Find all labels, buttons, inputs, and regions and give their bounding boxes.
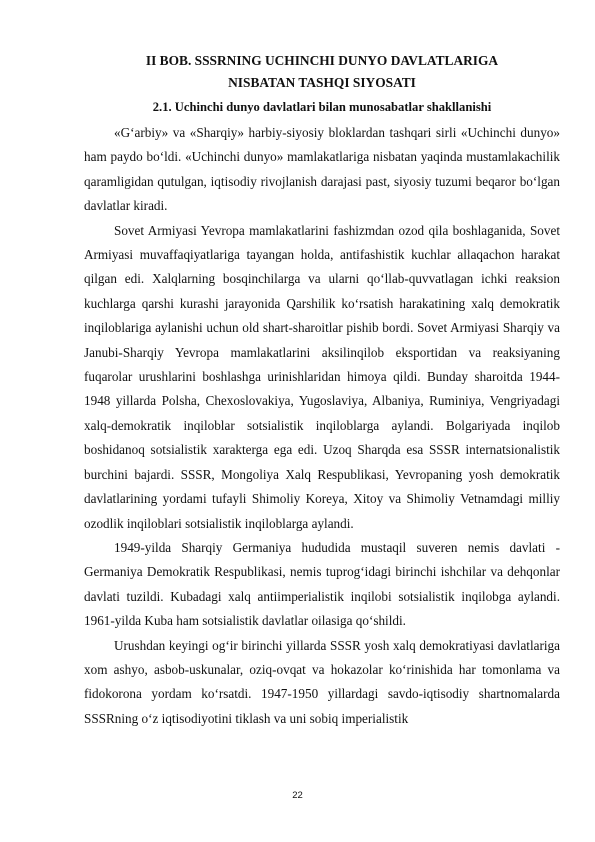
chapter-title-line-2: NISBATAN TASHQI SIYOSATI [228, 75, 416, 90]
section-title: 2.1. Uchinchi dunyo davlatlari bilan munosabatlar shakllanishi [152, 100, 492, 114]
chapter-title [84, 50, 560, 94]
page-number: 22 [292, 790, 303, 801]
paragraph: Urushdan keyingi og‘ir birinchi yillarda SSSR yosh xalq demokratiyasi davlatlariga xom ashyo, asbob-uskunalar, oziq-ovqat va hokazolar ko‘rinishida har tomonlama va fidokorona yordam ko‘rsatdi. 1947-1950 yillardagi savdo-iqtisodiy shartnomalarda SSSRning o‘z iqtisodiyotini tiklash va uni sobiq imperialistik [84, 637, 560, 726]
paragraph: Sovet Armiyasi Yevropa mamlakatlarini fashizmdan ozod qila boshlaganida, Sovet Armiyasi muvaffaqiyatlariga tayangan holda, antifashistik kuchlar allaqachon harakat qilgan edi. Xalqlarning bosqinchilarga va ularni qo‘llab-quvvatlagan ichki reaksion kuchlarga qarshi kurashi jarayonida Qarshilik ko‘rsatish harakatining xalq demokratik inqiloblariga aylanishi uchun old shart-sharoitlar pishib bordi. Sovet Armiyasi Sharqiy va Janubi-Sharqiy Yevropa mamlakatlarini aksilinqilob eksportidan va reaksiyaning fuqarolar urushlarini boshlashga urinishlaridan himoya qildi. Bunday sharoitda 1944-1948 yillarda Polsha, Chexoslovakiya, Yugoslaviya, Albaniya, Ruminiya, Vengriyadagi xalq-demokratik inqiloblar sotsialistik inqiloblarga aylandi. Bolgariyada inqilob boshidanoq sotsialistik xarakterga ega edi. Uzoq Sharqda esa SSSR internatsionalistik burchini bajardi. SSSR, Mongoliya Xalq Respublikasi, Yevropaning yosh demokratik davlatlarining yordami tufayli Shimoliy Koreya, Xitoy va Shimoliy Vetnamdagi milliy ozodlik inqiloblari sotsialistik inqiloblarga aylandi. [84, 222, 560, 531]
chapter-title-line-1: II BOB. SSSRNING UCHINCHI DUNYO DAVLATLARIGA [145, 53, 499, 68]
body-text [84, 121, 560, 731]
paragraph: «G‘arbiy» va «Sharqiy» harbiy-siyosiy bloklardan tashqari sirli «Uchinchi dunyo» ham paydo bo‘ldi. «Uchinchi dunyo» mamlakatlariga nisbatan yaqinda mustamlakachilik qaramligidan qutulgan, iqtisodiy rivojlanish darajasi past, siyosiy tuzumi beqaror bo‘lgan davlatlar kiradi. [84, 125, 560, 214]
paragraph: 1949-yilda Sharqiy Germaniya hududida mustaqil suveren nemis davlati - Germaniya Demokratik Respublikasi, nemis tuprog‘idagi birinchi ishchilar va dehqonlar davlati tuzildi. Kubadagi xalq antiimperialistik inqilobi sotsialistik inqilobga aylandi. 1961-yilda Kuba ham sotsialistik davlatlar oilasiga qo‘shildi. [84, 539, 560, 629]
